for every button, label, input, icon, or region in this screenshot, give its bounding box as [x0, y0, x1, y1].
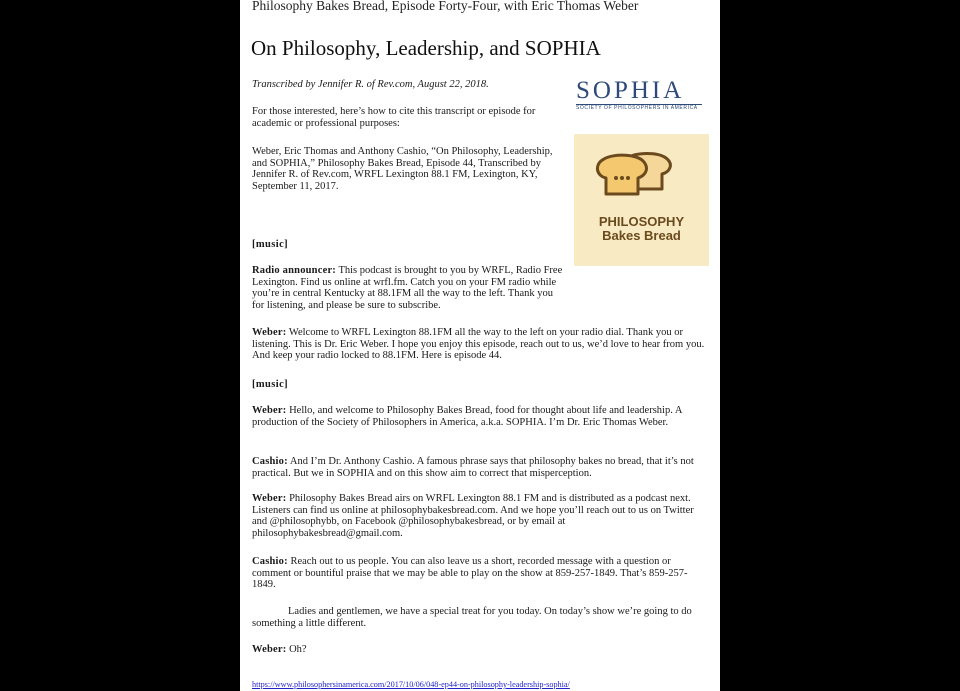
music-cue: [music]: [252, 379, 289, 390]
transcript-paragraph: [252, 327, 710, 362]
transcript-paragraph: [252, 405, 710, 428]
page-title: On Philosophy, Leadership, and SOPHIA: [251, 36, 601, 60]
transcript-paragraph: [252, 265, 564, 311]
transcript-paragraph: [252, 556, 710, 591]
speaker-label: Weber:: [252, 405, 287, 416]
sophia-logo-tagline: SOCIETY OF PHILOSOPHERS IN AMERICA: [576, 105, 698, 111]
citation: Weber, Eric Thomas and Anthony Cashio, “On Philosophy, Leadership, and SOPHIA,” Philosophy Bakes Bread, Episode 44, Transcribed by Jennifer R. of Rev.com, WRFL Lexington 88.1 FM, Lexington, KY, September 11, 2017.: [252, 146, 553, 192]
speaker-label: Weber:: [252, 493, 287, 504]
paragraph-text: Welcome to WRFL Lexington 88.1FM all the way to the left on your radio dial. Thank you or listening. This is Dr. Eric Weber. I hope you enjoy this episode, reach out to us, we’d love to hear from you. And keep your radio locked to 88.1FM. Here is episode 44.: [252, 327, 705, 362]
cite-intro: For those interested, here’s how to cite this transcript or episode for academic or professional purposes:: [252, 106, 536, 129]
speaker-label: Weber:: [252, 644, 287, 655]
transcript-paragraph: Ladies and gentlemen, we have a special treat for you today. On today’s show we’re going to do something a little different.: [252, 606, 692, 629]
pbb-logo-line2: Bakes Bread: [602, 228, 681, 243]
speaker-label: Cashio:: [252, 456, 288, 467]
speaker-label: Weber:: [252, 327, 287, 338]
paragraph-text: And I’m Dr. Anthony Cashio. A famous phrase says that philosophy bakes no bread, that it’s not practical. But we in SOPHIA and on this show aim to correct that misperception.: [252, 456, 694, 479]
byline: Transcribed by Jennifer R. of Rev.com, August 22, 2018.: [252, 79, 489, 90]
pbb-logo-line1: PHILOSOPHY: [598, 214, 685, 229]
speaker-label: Radio announcer:: [252, 265, 337, 276]
paragraph-text: Hello, and welcome to Philosophy Bakes Bread, food for thought about life and leadership. A production of the Society of Philosophers in America, a.k.a. SOPHIA. I’m Dr. Eric Thomas Weber.: [252, 405, 682, 428]
music-cue: [music]: [252, 239, 289, 250]
transcript-paragraph: [252, 644, 710, 656]
transcript-paragraph: [252, 456, 710, 479]
paragraph-text: This podcast is brought to you by WRFL, Radio Free Lexington. Find us online at wrfl.fm. Catch you on your FM radio while you’re in central Kentucky at 88.1FM all the way to the left. Thank you for listening, and please be sure to subscribe.: [252, 265, 563, 311]
sophia-logo-word: SOPHIA: [576, 77, 685, 104]
philosophy-bakes-bread-logo: [574, 134, 709, 266]
paragraph-text: Oh?: [289, 644, 307, 655]
document-page: [240, 0, 720, 691]
source-url-link[interactable]: https://www.philosophersinamerica.com/2017/10/06/048-ep44-on-philosophy-leadership-sophia/: [252, 680, 570, 689]
speaker-label: Cashio:: [252, 556, 288, 567]
running-header: Philosophy Bakes Bread, Episode Forty-Four, with Eric Thomas Weber: [252, 0, 639, 13]
bread-slices-icon: [574, 134, 709, 214]
paragraph-text: Reach out to us people. You can also leave us a short, recorded message with a question or comment or bountiful praise that we may be able to play on the show at 859-257-1849. That’s 859-257-1849.: [252, 556, 688, 591]
paragraph-text: Philosophy Bakes Bread airs on WRFL Lexington 88.1 FM and is distributed as a podcast next. Listeners can find us online at philosophybakesbread.com. And we hope you’ll reach out to us on Twitter and @philosophybb, on Facebook @philosophybakesbread, or by email at philosophybakesbread@gmail.com.: [252, 493, 694, 539]
sophia-logo: [572, 76, 706, 114]
transcript-paragraph: [252, 493, 710, 539]
